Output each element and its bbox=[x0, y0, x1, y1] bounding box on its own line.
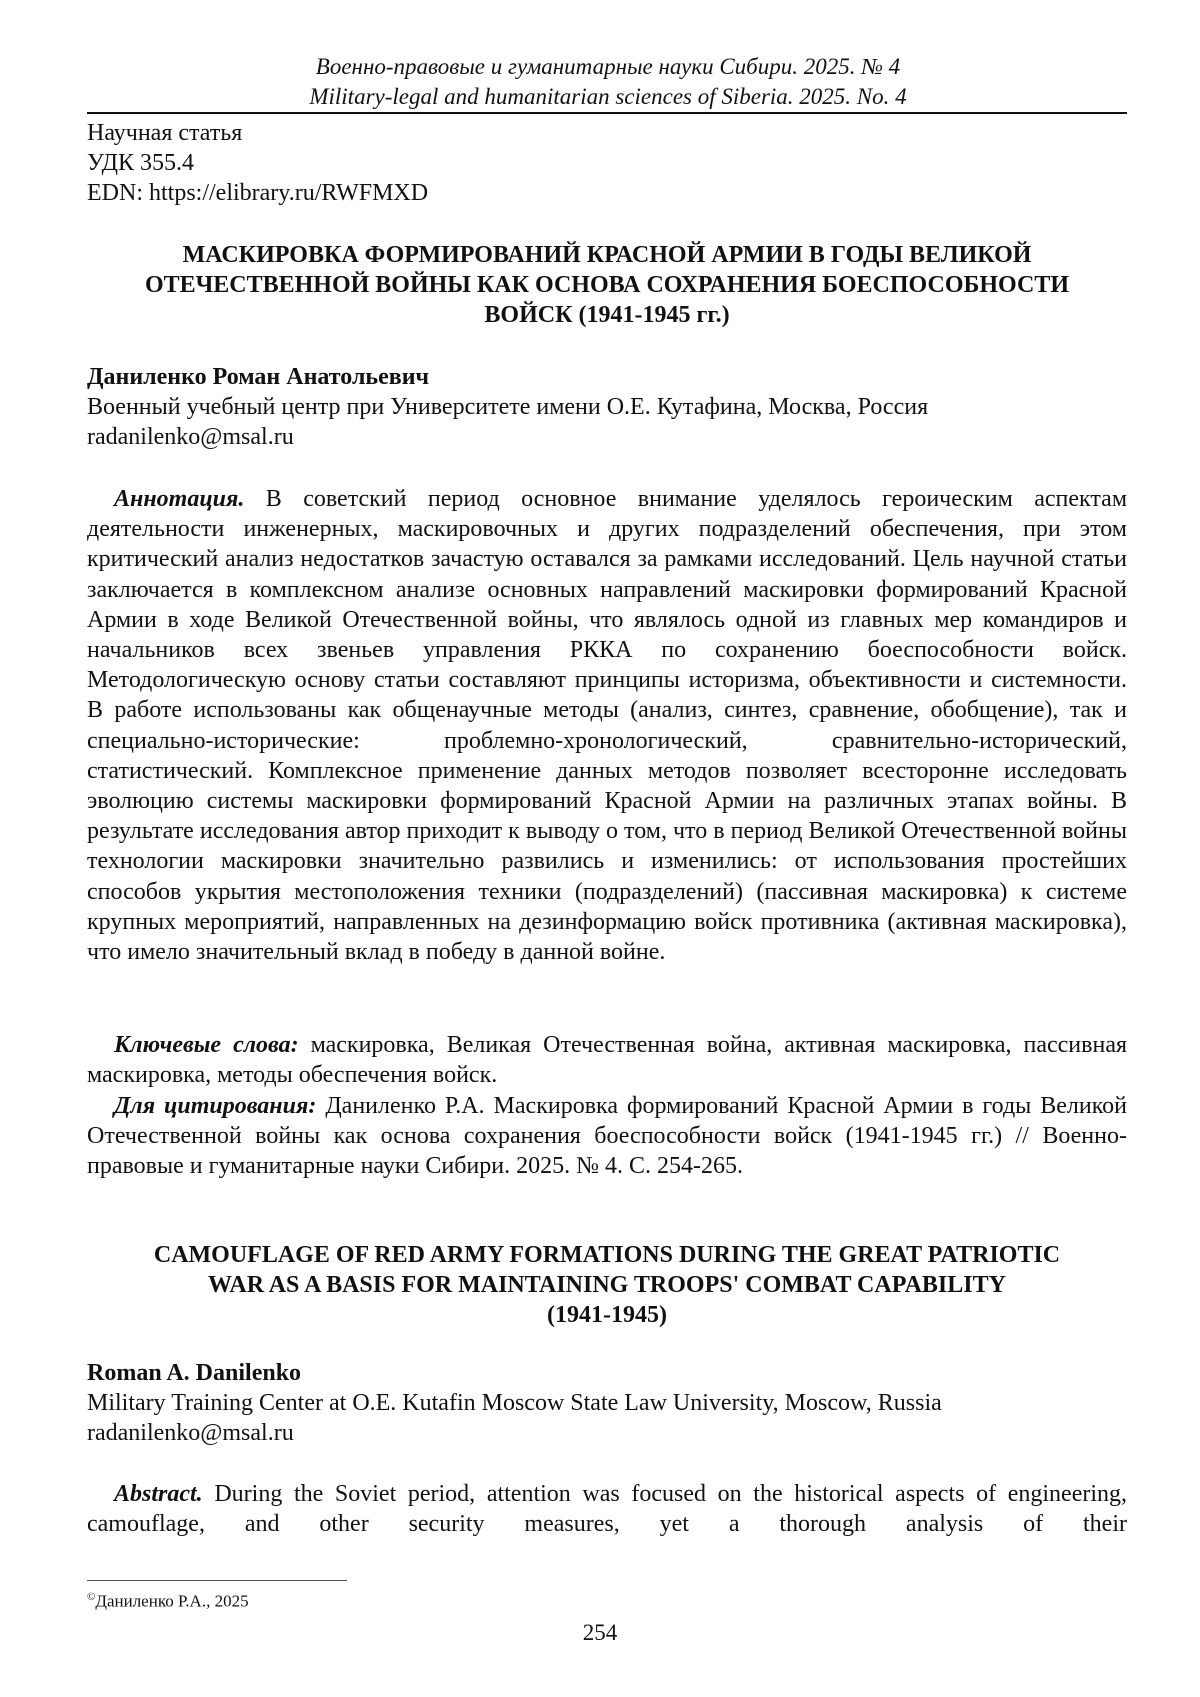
abstract-paragraph bbox=[87, 1479, 1127, 1539]
citation-paragraph bbox=[87, 1091, 1127, 1182]
journal-name-ru: Военно-правовые и гуманитарные науки Сибири. 2025. № 4 bbox=[315, 54, 901, 79]
abstract-text: During the Soviet period, attention was focused on the historical aspects of engineering, camouflage, and other security measures, yet a thorough analysis of their bbox=[87, 1481, 1128, 1538]
annotation-text: В советский период основное внимание уделялось героическим аспектам деятельности инженерных, маскировочных и других подразделений обеспечения, при этом критический анализ недостатков зачастую оставался за рамками исследований. Цель научной статьи заключается в комплексном анализе основных направлений маскировки формирований Красной Армии в ходе Великой Отечественной войны, что являлось одной из главных мер командиров и начальников всех звеньев управления РККА по сохранению боеспособности войск. Методологическую основу статьи составляют принципы историзма, объективности и системности. В работе использованы как общенаучные методы (анализ, синтез, сравнение, обобщение), так и специально-исторические: проблемно-хронологический, сравнительно-исторический, статистический. Комплексное применение данных методов позволяет всесторонне исследовать эволюцию системы маскировки формирований Красной Армии на различных этапах войны. В результате исследования автор приходит к выводу о том, что в период Великой Отечественной войны технологии маскировки значительно развились и изменились: от использования простейших способов укрытия местоположения техники (подразделений) (пассивная маскировка) к системе крупных мероприятий, направленных на дезинформацию войск противника (активная маскировка), что имело значительный вклад в победу в данной войне. bbox=[87, 486, 1127, 966]
title-line: WAR AS A BASIS FOR MAINTAINING TROOPS' COMBAT CAPABILITY bbox=[208, 1272, 1006, 1298]
article-title-en bbox=[87, 1240, 1127, 1330]
author-email: radanilenko@msal.ru bbox=[87, 1420, 294, 1446]
title-line: (1941-1945) bbox=[547, 1302, 667, 1328]
article-title-ru bbox=[87, 240, 1127, 330]
citation-text: Даниленко Р.А. Маскировка формирований Красной Армии в годы Великой Отечественной войны как основа сохранения боеспособности войск (1941-1945 гг.) // Военно-правовые и гуманитарные науки Сибири. 2025. № 4. С. 254-265. bbox=[87, 1093, 1128, 1180]
title-line: МАСКИРОВКА ФОРМИРОВАНИЙ КРАСНОЙ АРМИИ В ГОДЫ ВЕЛИКОЙ bbox=[182, 242, 1032, 268]
annotation-paragraph bbox=[87, 484, 1127, 967]
udc-code: УДК 355.4 bbox=[87, 150, 194, 176]
keywords-label: Ключевые слова: bbox=[114, 1032, 299, 1058]
annotation-label: Аннотация. bbox=[114, 486, 245, 512]
copyright-mark: © bbox=[87, 1591, 96, 1603]
running-header bbox=[90, 52, 1126, 112]
footnote-divider bbox=[87, 1580, 347, 1581]
author-name: Roman A. Danilenko bbox=[87, 1360, 302, 1386]
author-block-ru bbox=[87, 362, 1127, 452]
journal-name-en: Military-legal and humanitarian sciences of Siberia. 2025. No. 4 bbox=[309, 84, 907, 109]
title-line: ВОЙСК (1941-1945 гг.) bbox=[484, 302, 730, 328]
author-name: Даниленко Роман Анатольевич bbox=[87, 364, 430, 390]
copyright-text: Даниленко Р.А., 2025 bbox=[95, 1591, 249, 1611]
page-number: 254 bbox=[582, 1620, 618, 1645]
article-meta bbox=[87, 118, 787, 208]
edn-link: EDN: https://elibrary.ru/RWFMXD bbox=[87, 180, 429, 206]
title-line: CAMOUFLAGE OF RED ARMY FORMATIONS DURING THE GREAT PATRIOTIC bbox=[153, 1242, 1061, 1268]
abstract-label: Abstract. bbox=[114, 1481, 203, 1507]
author-affiliation: Military Training Center at O.E. Kutafin Moscow State Law University, Moscow, Russia bbox=[87, 1390, 942, 1416]
header-divider bbox=[87, 112, 1127, 114]
copyright-footnote bbox=[87, 1586, 249, 1613]
author-email: radanilenko@msal.ru bbox=[87, 424, 294, 450]
citation-label: Для цитирования: bbox=[114, 1093, 317, 1119]
article-type: Научная статья bbox=[87, 120, 243, 146]
title-line: ОТЕЧЕСТВЕННОЙ ВОЙНЫ КАК ОСНОВА СОХРАНЕНИЯ БОЕСПОСОБНОСТИ bbox=[144, 272, 1070, 298]
keywords-paragraph bbox=[87, 1030, 1127, 1090]
author-block-en bbox=[87, 1358, 1127, 1448]
author-affiliation: Военный учебный центр при Университете имени О.Е. Кутафина, Москва, Россия bbox=[87, 394, 929, 420]
keywords-text: маскировка, Великая Отечественная война, активная маскировка, пассивная маскировка, методы обеспечения войск. bbox=[87, 1032, 1128, 1089]
